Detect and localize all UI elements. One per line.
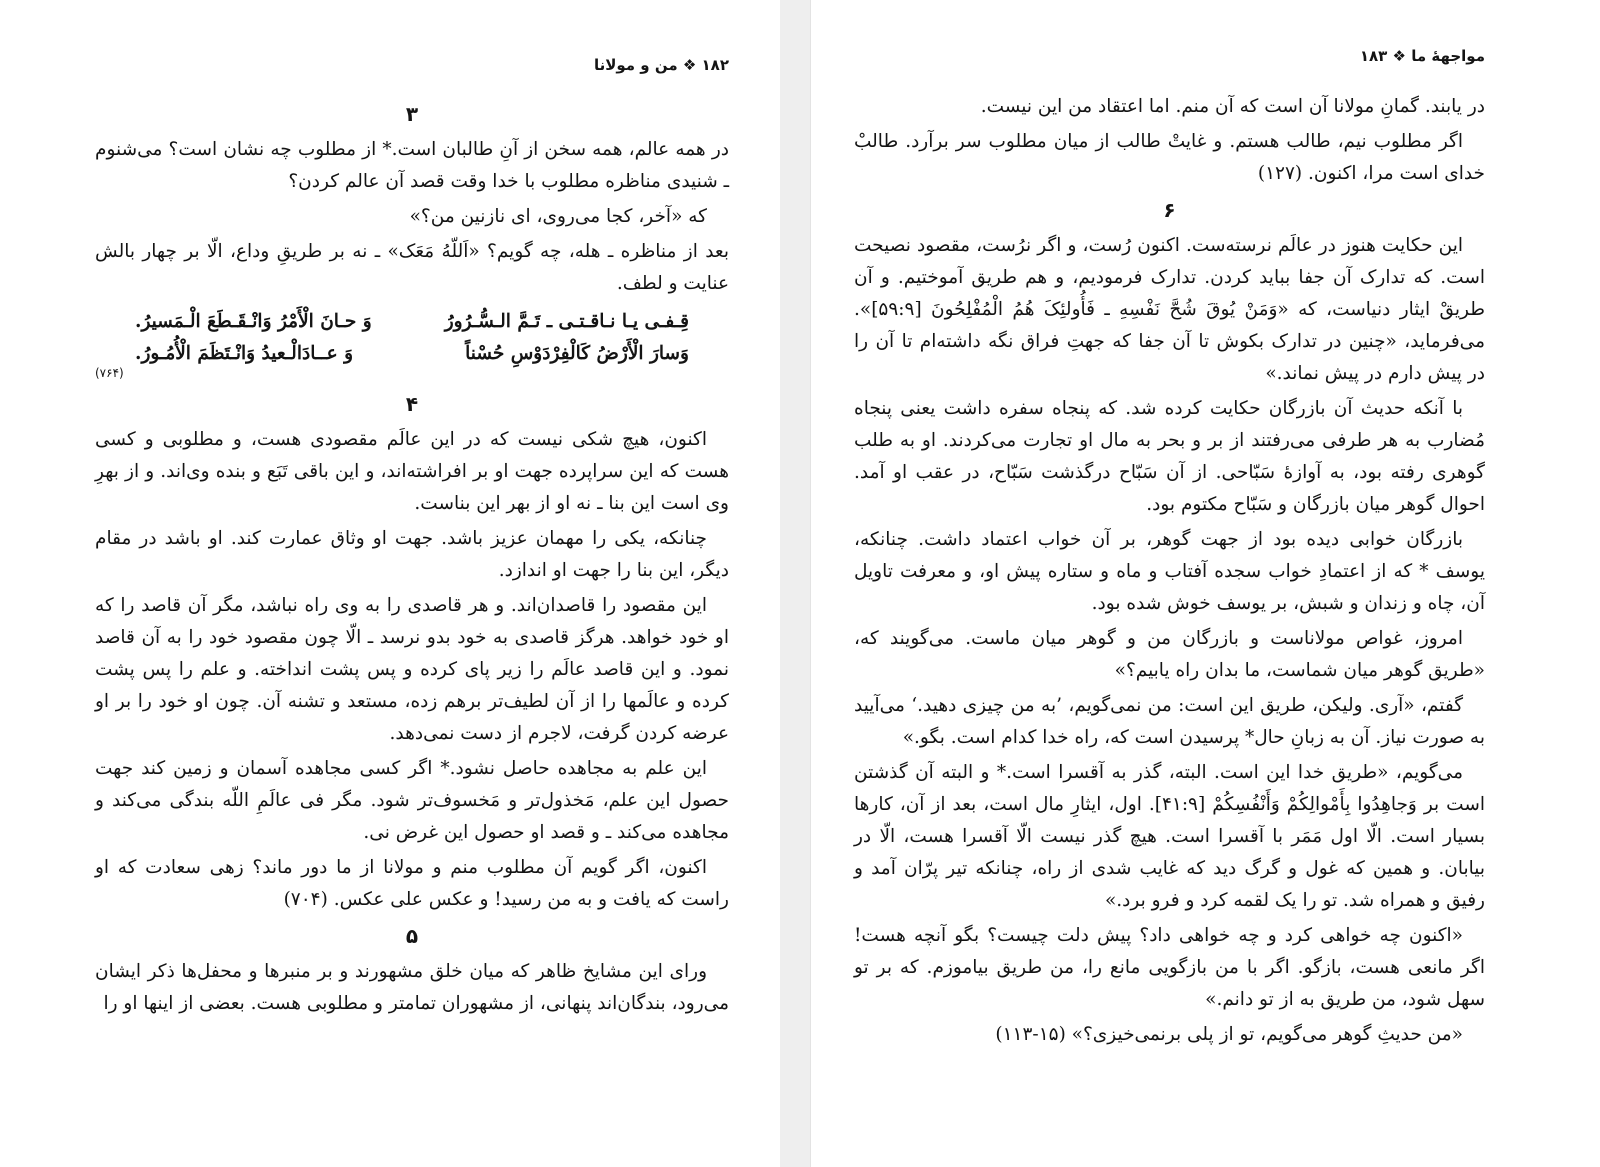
- paragraph: بعد از مناظره ـ هله، چه گویم؟ «اَللّهُ مَعَک» ـ نه بر طریقِ وداع، الّا بر چهار بالش عنایت و لطف.: [95, 241, 729, 294]
- paragraph: در همه عالم، همه سخن از آنِ طالبان است.* از مطلوب چه نشان است؟ می‌شنوم ـ شنیدی مناظره مطلوب با خدا وقت قصد آن عالم کردن؟: [95, 139, 729, 192]
- paragraph: با آنکه حدیث آن بازرگان حکایت کرده شد. که پنجاه سفره داشت یعنی پنجاه مُضارب به هر طرفی می‌رفتند از بر و بحر به مال او تجارت می‌کردند. او به طلب گوهری رفته بود، به آوازهٔ سَبّاحی. از آن سَبّاح درگذشت سَبّاح، در عقب او آمد. احوال گوهر میان بازرگان و سَبّاح مکتوم بود.: [854, 398, 1485, 515]
- paragraph: امروز، غواص مولاناست و بازرگان من و گوهر میان ماست. می‌گویند که، «طریق گوهر میان شماست، ما بدان راه یابیم؟»: [854, 628, 1485, 681]
- paragraph: این حکایت هنوز در عالَم نرسته‌ست. اکنون رُست، و اگر نرُست، مقصود نصیحت است. که تدارک آن جفا بباید کردن. تدارک فرمودیم، و هم طریق آموختیم. و آن طریقْ ایثار دنیاست، که «وَمَنْ یُوقَ شُحَّ نَفْسِهِ ـ فَأُولئِکَ هُمُ الْمُفْلِحُونَ [۵۹:۹]». می‌فرماید، «چنین در تدارک بکوش تا آن جفا که جهتِ فراق نگه داشته‌ام تا آن را در پیش دارم در پیش نماند.»: [854, 235, 1485, 384]
- right-page: [810, 0, 1600, 1167]
- paragraph: ورای این مشایخ ظاهر که میان خلق مشهورند و بر منبرها و محفل‌ها ذکر ایشان می‌رود، بندگان‌اند پنهانی، از مشهوران تمامتر و مطلوبی هست. بعضی از اینها او را: [95, 961, 729, 1014]
- paragraph: اگر مطلوب نیم، طالب هستم. و غایتْ طالب از میان مطلوب سر برآرد. طالبْ خدای است مرا، اکنون. (۱۲۷): [854, 131, 1485, 184]
- paragraph: چنانکه، یکی را مهمان عزیز باشد. جهت او وثاق عمارت کند. او باشد در مقام دیگر، این بنا را جهت او اندازد.: [95, 528, 729, 581]
- reference-number: (۷۶۴): [95, 366, 124, 380]
- section-number-5: ۵: [405, 924, 419, 948]
- paragraph: می‌گویم، «طریق خدا این است. البته، گذر به آقسرا است.* و البته آن گذشتن است بر وَجاهِدُوا بِأَمْوالِکُمْ وَأَنْفُسِکُمْ [۴۱:۹]. اول، ایثارِ مال است، بعد از آن، کارها بسیار است. الّا اول مَمَر با آقسرا است. هیچ گذر نیست الّا آقسرا هست، الّا در بیابان. و همین که غول و گرگ دید که غایب شدی از راه، چنانکه تیر پرّان آمد و رفیق و همراه شد. تو را یک لقمه کرد و فرو برد.»: [854, 762, 1485, 911]
- paragraph: این علم به مجاهده حاصل نشود.* اگر کسی مجاهده آسمان و زمین کند جهت حصول این علم، مَخذول‌تر و مَخسوف‌تر شود. مگر فی عالَمِ اللّه بندگی می‌کند و مجاهده می‌کند ـ و قصد او حصول این غرض نی.: [95, 758, 729, 843]
- section-number-3: ۳: [405, 102, 419, 126]
- paragraph: «اکنون چه خواهی کرد و چه خواهی داد؟ پیش دلت چیست؟ بگو آنچه هست! اگر مانعی هست، بازگو. اگر با من بازگویی مانع را، من طریق بیاموزم. که بر تو سهل شود، من طریق به از تو دانم.»: [854, 925, 1485, 1010]
- paragraph: «من حدیثِ گوهر می‌گویم، تو از پلی برنمی‌خیزی؟» (۱۵-۱۱۳): [995, 1024, 1463, 1045]
- paragraph: بازرگان خوابی دیده بود از جهت گوهر، بر آن خواب اعتماد داشت. چنانکه، یوسف * که از اعتمادِ خواب سجده آفتاب و ماه و ستاره پیش او، و معرفت تاویل آن، چاه و زندان و شبش، بر یوسف خوش شده بود.: [854, 529, 1485, 614]
- section-number-6: ۶: [1163, 198, 1176, 222]
- right-page-content: [854, 47, 1485, 1054]
- paragraph: اکنون، هیچ شکی نیست که در این عالَم مقصودی هست، و مطلوبی و کسی هست که این سراپرده جهت او بر افراشته‌اند، و این باقی تَبَع و بنده وی‌اند. و از بهرِ وی است این بنا ـ نه او از بهر این بناست.: [95, 429, 729, 514]
- poem-hemistich: وَسارَ الْأَرْضُ کَالْفِرْدَوْسِ حُسْناً: [465, 343, 689, 364]
- poem-hemistich: وَ عــادَالْـعیدُ وَانْـتَظَمَ الْأُمُـورُ.: [135, 343, 354, 364]
- paragraph: در یابند. گمانِ مولانا آن است که آن منم. اما اعتقاد من این نیست.: [980, 96, 1485, 117]
- paragraph: این مقصود را قاصدان‌اند. و هر قاصدی را به وی راه نباشد، مگر آن قاصد را که او خود خواهد. هرگز قاصدی به خود بدو نرسد ـ الّا چون مقصود خود را به آن قاصد نمود. و این قاصد عالَم را زیر پای کرده و پس پشت انداخته. و علم را پس پشت کرده و عالَمها را از آن لطیف‌تر برهم زده، مستعد و تشنه آن. چون او خود را بر او عرضه کردن گرفت، لاجرم از دست نمی‌دهد.: [95, 595, 729, 744]
- poem-line: [135, 306, 689, 338]
- right-running-head: مواجههٔ ما ❖ ۱۸۳: [1359, 47, 1485, 65]
- poem-hemistich: وَ حـانَ الْأَمْرُ وَانْـقَـطَعَ الْـمَسیرُ.: [135, 311, 372, 332]
- paragraph: گفتم، «آری. ولیکن، طریق این است: من نمی‌گویم، ’به من چیزی دهید.‘ می‌آیید به صورت نیاز. آن به زبانِ حال* پرسیدن است که، راه خدا کدام است. بگو.»: [854, 695, 1485, 748]
- poem: [135, 306, 689, 370]
- paragraph: که «آخر، کجا می‌روی، ای نازنین من؟»: [409, 206, 707, 227]
- section-number-4: ۴: [405, 392, 419, 416]
- paragraph: اکنون، اگر گویم آن مطلوب منم و مولانا از ما دور ماند؟ زهی سعادت که او راست که یافت و به من رسید! و عکس علی عکس. (۷۰۴): [95, 857, 729, 910]
- left-page: [0, 0, 781, 1167]
- left-page-content: [95, 56, 729, 1023]
- book-gutter: [780, 0, 810, 1167]
- poem-hemistich: قِـفـی یـا نـاقـتـی ـ تَـمَّ الـسُّـرُورُ: [444, 311, 689, 332]
- left-running-head: ۱۸۲ ❖ من و مولانا: [593, 56, 729, 74]
